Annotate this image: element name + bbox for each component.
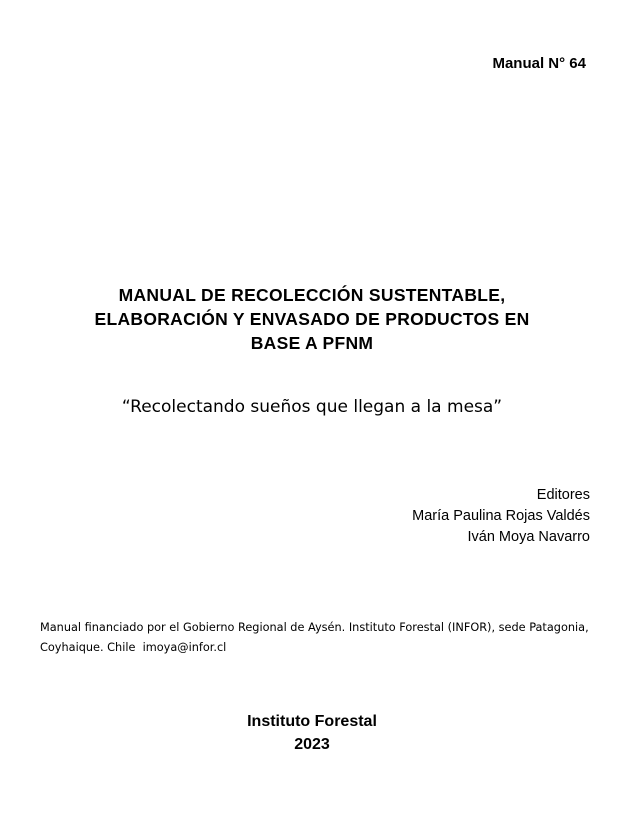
document-subtitle: “Recolectando sueños que llegan a la mesa” <box>121 397 503 417</box>
editors-block <box>412 485 590 548</box>
editor-name: María Paulina Rojas Valdés <box>412 508 590 524</box>
publication-year: 2023 <box>294 736 330 753</box>
funding-line-2: Coyhaique. Chile imoya@infor.cl <box>40 641 227 654</box>
document-title <box>0 283 624 355</box>
title-line-3: BASE A PFNM <box>250 333 374 353</box>
title-line-1: MANUAL DE RECOLECCIÓN SUSTENTABLE, <box>118 285 506 305</box>
manual-number: Manual N° 64 <box>492 55 586 72</box>
editors-heading: Editores <box>536 487 590 503</box>
institution-name: Instituto Forestal <box>247 713 377 730</box>
funding-line-1: Manual financiado por el Gobierno Regional de Aysén. Instituto Forestal (INFOR), sede Patagonia, <box>40 621 589 634</box>
editor-name: Iván Moya Navarro <box>467 529 590 545</box>
title-line-2: ELABORACIÓN Y ENVASADO DE PRODUCTOS EN <box>94 309 530 329</box>
institution-footer <box>0 710 624 756</box>
funding-note <box>40 618 600 658</box>
